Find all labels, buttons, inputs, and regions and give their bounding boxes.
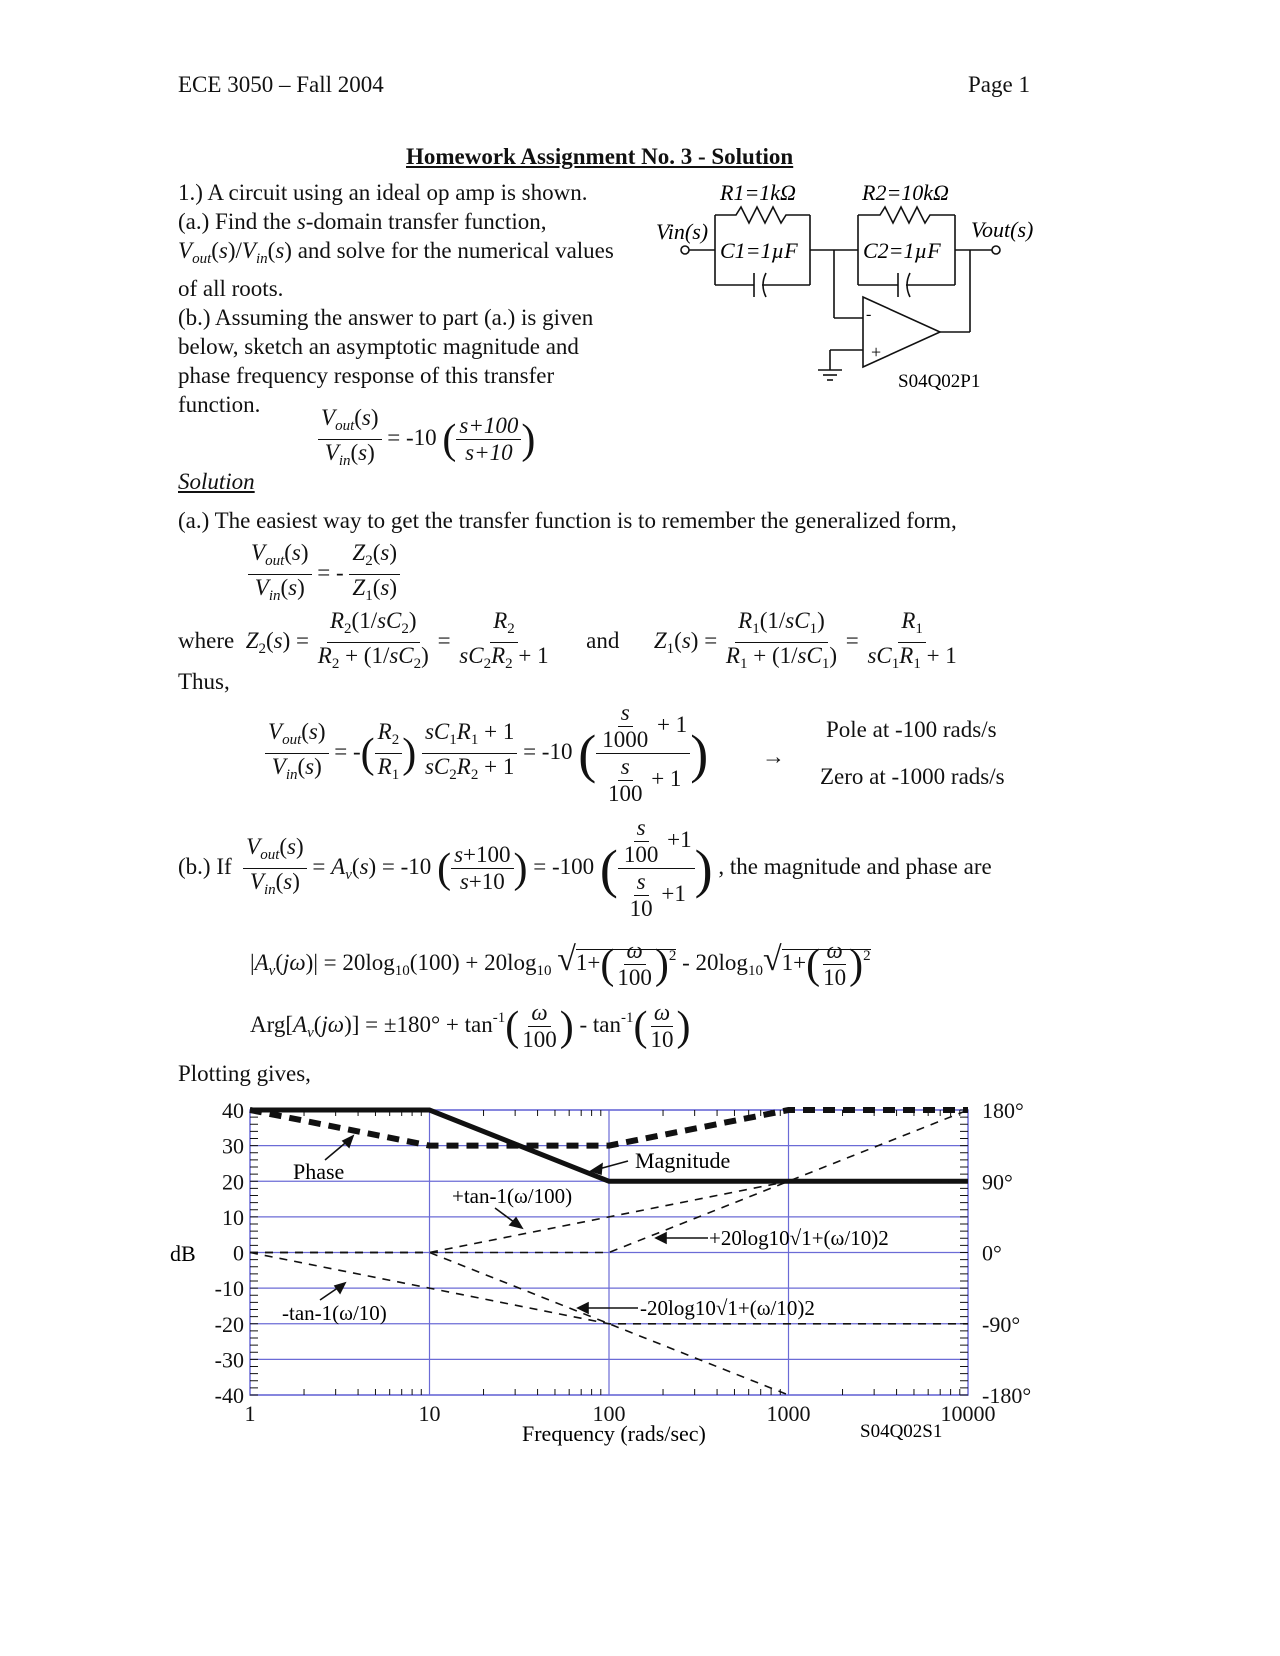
y-tick-label: 10	[222, 1204, 244, 1230]
vout-terminal	[992, 246, 1000, 254]
x-tick-label: 10000	[940, 1401, 996, 1426]
annotation-plus-arctan: +tan-1(ω/100)	[452, 1184, 573, 1208]
circuit-id: S04Q02P1	[898, 371, 981, 392]
op-amp-circuit-diagram	[640, 175, 1060, 400]
x-tick-label: 1	[244, 1401, 256, 1426]
op-amp-plus: +	[871, 342, 882, 362]
y-right-tick-label: 180°	[982, 1098, 1024, 1123]
y-tick-label: -20	[214, 1311, 244, 1337]
problem-line-6: below, sketch an asymptotic magnitude and	[178, 334, 579, 359]
y-tick-label: 0	[233, 1240, 244, 1266]
phase-equation: $Arg[A_v(j\omega)] = \pm 180^\circ + \tan^{-1}$ ( $\frac{\omega}{100}$ ) - $\tan^{-1}$ ( $\frac{\omega}{10}$ )	[250, 1000, 691, 1052]
y-tick-label: 30	[222, 1133, 244, 1159]
problem-line-8: function.	[178, 392, 261, 417]
x-axis-label: Frequency (rads/sec)	[522, 1421, 706, 1446]
r2-label: R2=10kΩ	[862, 180, 949, 205]
y-tick-label: -40	[214, 1383, 244, 1408]
pole-result: Pole at -100 rads/s	[826, 717, 997, 742]
zero-result: Zero at -1000 rads/s	[820, 764, 1005, 789]
course-header: ECE 3050 – Fall 2004	[178, 72, 384, 97]
chart-ticks	[215, 1098, 1031, 1426]
r1-label: R1=1kΩ	[720, 180, 796, 205]
thus-label: Thus,	[178, 669, 230, 694]
annotation-minus-arctan: -tan-1(ω/10)	[282, 1301, 387, 1325]
vin-terminal	[681, 246, 689, 254]
x-tick-label: 100	[592, 1401, 626, 1426]
c1-label: C1=1µF	[720, 238, 798, 263]
annotation-minus-20log: -20log10√1+(ω/10)2	[640, 1296, 815, 1320]
problem-line-2: (a.) Find the s-domain transfer function,	[178, 209, 547, 234]
arrow-icon: →	[762, 744, 785, 769]
bode-plot	[170, 1095, 1050, 1455]
x-tick-label: 1000	[766, 1401, 811, 1426]
y-right-tick-label: 0°	[982, 1240, 1002, 1266]
y-tick-label: -10	[214, 1276, 244, 1302]
problem-line-4: of all roots.	[178, 276, 284, 301]
generalized-form-equation: $\frac{V_{out}(s)}{V_{in}(s)}$ = - $\frac{Z_2(s)}{Z_1(s)}$	[248, 540, 400, 609]
x-tick-label: 10	[418, 1401, 441, 1426]
arrowhead-plus-20log	[656, 1233, 666, 1243]
problem-line-5: (b.) Assuming the answer to part (a.) is given	[178, 305, 594, 330]
magnitude-equation: $|A_v(j\omega)| = 20\log_{10}(100) + 20\log_{10}$ √1+ ( $\frac{\omega}{100}$ ) $^2 - 20\log_{10}√1+$ ( $\frac{\omega}{10}$ ) $^2$	[250, 938, 871, 990]
vout-label: Vout(s)	[971, 217, 1034, 242]
plotting-label: Plotting gives,	[178, 1061, 311, 1086]
r2-resistor	[858, 207, 955, 223]
y-right-tick-label: 90°	[982, 1169, 1013, 1195]
thus-equation: $\frac{V_{out}(s)}{V_{in}(s)}$ = - ( $\frac{R_2}{R_1}$ ) $\frac{sC_1R_1 + 1}{sC_2R_2 + 1}$ = -10 ( $\frac{s}{1000}$ + 1 $\frac{s}{100}$ + 1 )	[265, 700, 708, 807]
impedance-equations: where $Z_2(s)$ = $\frac{R_2(1/sC_2)}{R_2 + (1/sC_2)}$ = $\frac{R_2}{sC_2R_2 + 1}$ and $Z_1(s)$ = $\frac{R_1(1/sC_1)}{R_1 + (1/sC_1)}$ = $\frac{R_1}{sC_1R_1 + 1}$	[178, 608, 957, 672]
y-tick-label: -30	[214, 1347, 244, 1373]
part-b-equation: (b.) If $\frac{V_{out}(s)}{V_{in}(s)}$ = $A_v(s) = -10$ ( $\frac{s+100}{s+10}$ ) = -100 ( $\frac{s}{100}$ +1 $\frac{s}{10}$ +1 ) , the magnitude and phase are	[178, 815, 992, 921]
given-transfer-function: $\frac{V_{out}(s)}{V_{in}(s)}$ = -10 ( $\frac{s+100}{s+10}$ )	[318, 405, 535, 474]
problem-line-3: $V_{out}(s)/V_{in}(s)$ and solve for the numerical values	[178, 238, 614, 267]
figure-id: S04Q02S1	[860, 1421, 943, 1442]
arrowhead-minus-20log	[578, 1303, 588, 1313]
solution-heading: Solution	[178, 469, 255, 494]
r1-resistor	[715, 207, 810, 223]
part-a-intro: (a.) The easiest way to get the transfer function is to remember the generalized form,	[178, 508, 957, 533]
y-tick-label: 20	[222, 1169, 244, 1195]
vin-label: Vin(s)	[656, 219, 709, 244]
page-title: Homework Assignment No. 3 - Solution	[406, 144, 794, 169]
problem-line-1: 1.) A circuit using an ideal op amp is shown.	[178, 180, 588, 205]
problem-line-7: phase frequency response of this transfer	[178, 363, 555, 388]
y-right-tick-label: -180°	[982, 1383, 1032, 1408]
op-amp-minus: -	[866, 306, 872, 323]
y-right-tick-label: -90°	[982, 1311, 1021, 1337]
annotation-phase: Phase	[293, 1159, 345, 1184]
annotation-plus-20log: +20log10√1+(ω/10)2	[709, 1226, 889, 1250]
c2-label: C2=1µF	[863, 238, 941, 263]
problem-text	[178, 178, 648, 419]
annotation-magnitude: Magnitude	[635, 1148, 731, 1173]
y-axis-label: dB	[170, 1241, 196, 1266]
y-tick-label: 40	[222, 1098, 244, 1123]
page-number: Page 1	[968, 72, 1030, 97]
